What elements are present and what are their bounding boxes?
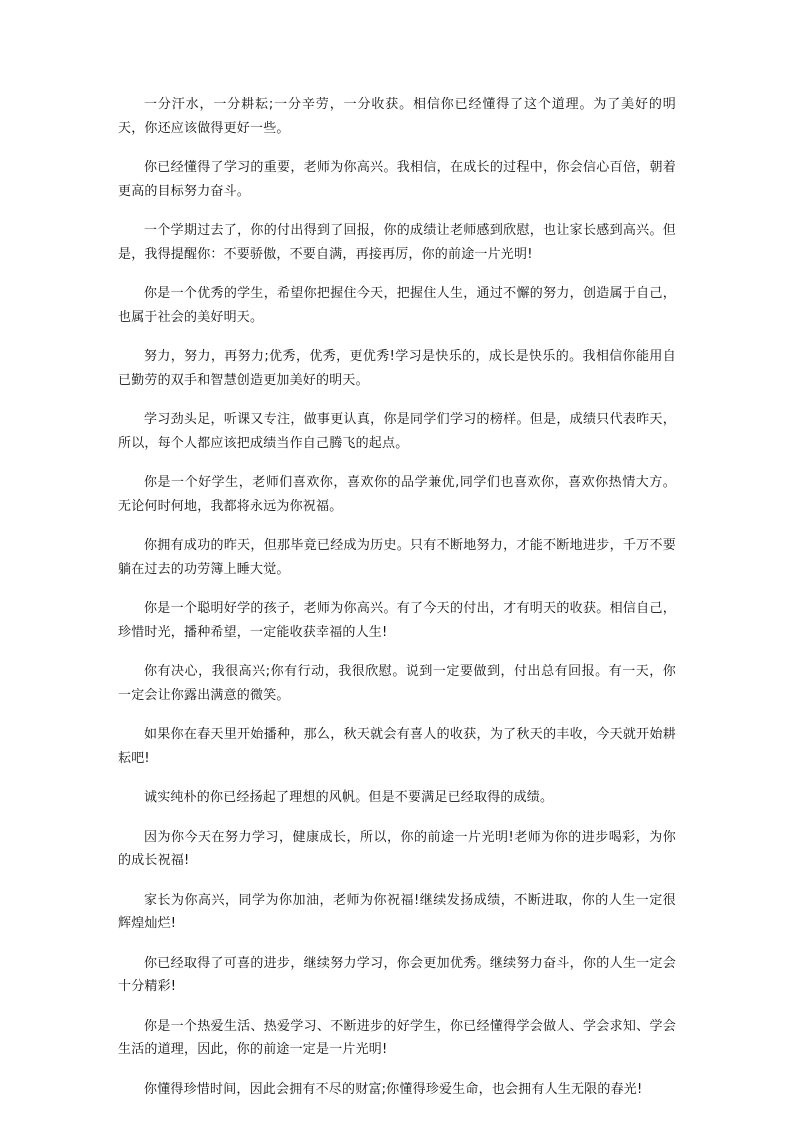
paragraph: 因为你今天在努力学习，健康成长，所以，你的前途一片光明!老师为你的进步喝彩，为你的成长祝福! [118,829,676,868]
paragraph: 你是一个热爱生活、热爱学习、不断进步的好学生，你已经懂得学会做人、学会求知、学会生活的道理，因此，你的前途一定是一片光明! [118,1018,676,1057]
paragraph: 如果你在春天里开始播种，那么，秋天就会有喜人的收获，为了秋天的丰收，今天就开始耕耘吧! [118,727,676,766]
paragraph: 努力，努力，再努力;优秀，优秀，更优秀!学习是快乐的，成长是快乐的。我相信你能用自已勤劳的双手和智慧创造更加美好的明天。 [118,349,676,388]
paragraph: 你有决心，我很高兴;你有行动，我很欣慰。说到一定要做到，付出总有回报。有一天，你一定会让你露出满意的微笑。 [118,664,676,703]
document-body [118,93,676,1117]
paragraph: 你是一个聪明好学的孩子，老师为你高兴。有了今天的付出，才有明天的收获。相信自己，珍惜时光，播种希望，一定能收获幸福的人生! [118,601,676,640]
paragraph: 一分汗水，一分耕耘;一分辛劳，一分收获。相信你已经懂得了这个道理。为了美好的明天，你还应该做得更好一些。 [118,97,676,136]
paragraph: 你已经懂得了学习的重要，老师为你高兴。我相信，在成长的过程中，你会信心百倍，朝着更高的目标努力奋斗。 [118,160,676,199]
paragraph: 学习劲头足，听课又专注，做事更认真，你是同学们学习的榜样。但是，成绩只代表昨天，所以，每个人都应该把成绩当作自己腾飞的起点。 [118,412,676,451]
paragraph: 你懂得珍惜时间，因此会拥有不尽的财富;你懂得珍爱生命，也会拥有人生无限的春光! [144,1081,643,1097]
paragraph: 你是一个好学生，老师们喜欢你，喜欢你的品学兼优,同学们也喜欢你，喜欢你热情大方。无论何时何地，我都将永远为你祝福。 [118,475,676,514]
paragraph: 诚实纯朴的你已经扬起了理想的风帆。但是不要满足已经取得的成绩。 [144,790,554,805]
paragraph: 你已经取得了可喜的进步，继续努力学习，你会更加优秀。继续努力奋斗，你的人生一定会十分精彩! [118,955,676,994]
paragraph: 家长为你高兴，同学为你加油，老师为你祝福!继续发扬成绩，不断进取，你的人生一定很辉煌灿烂! [118,892,676,931]
paragraph: 一个学期过去了，你的付出得到了回报，你的成绩让老师感到欣慰，也让家长感到高兴。但是，我得提醒你：不要骄傲，不要自满，再接再厉，你的前途一片光明! [118,223,676,262]
paragraph: 你拥有成功的昨天，但那毕竟已经成为历史。只有不断地努力，才能不断地进步，千万不要躺在过去的功劳簿上睡大觉。 [118,538,676,577]
paragraph: 你是一个优秀的学生，希望你把握住今天，把握住人生，通过不懈的努力，创造属于自己，也属于社会的美好明天。 [118,286,676,325]
